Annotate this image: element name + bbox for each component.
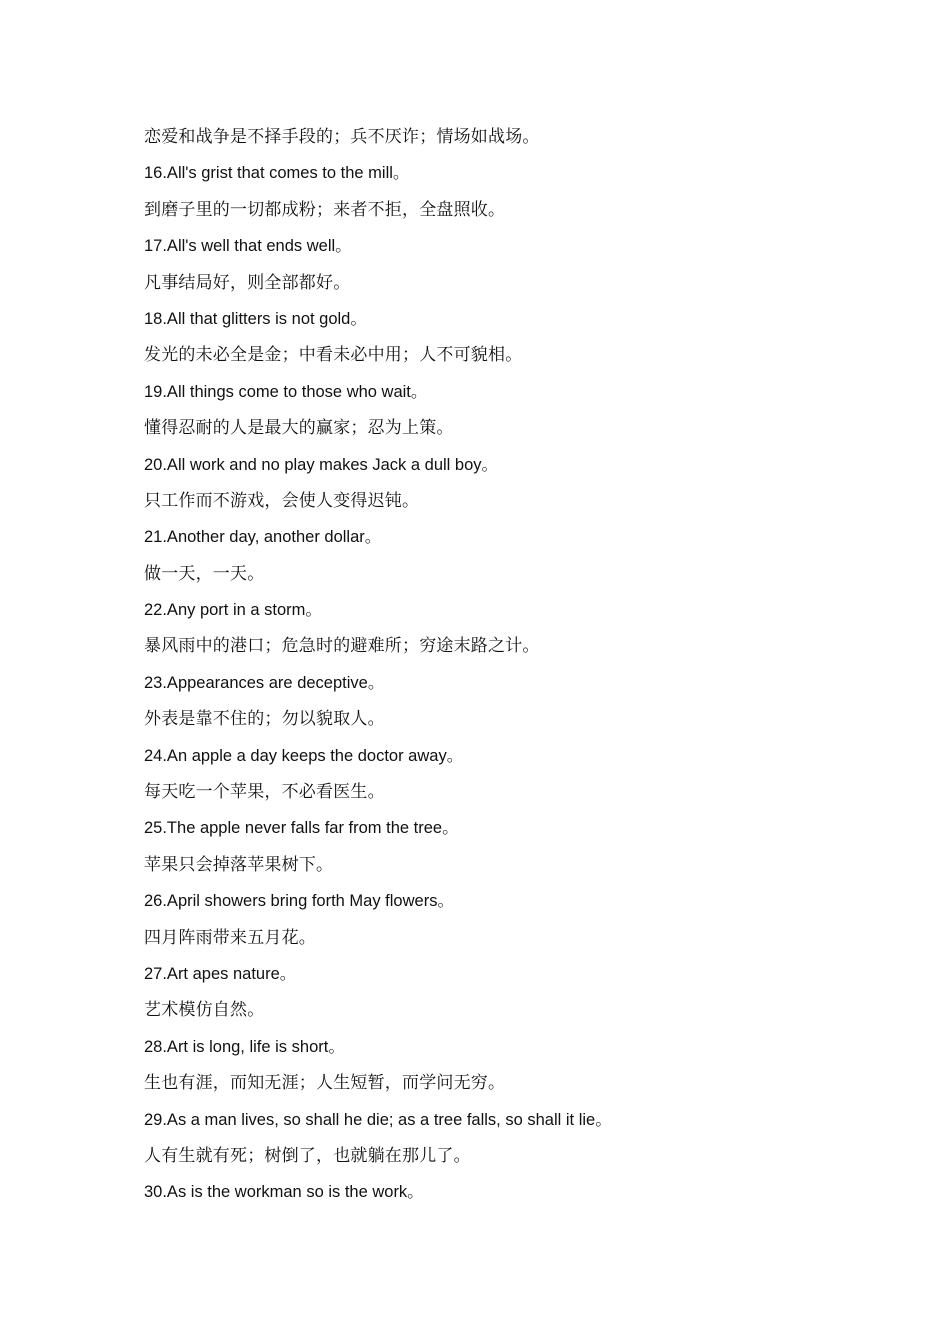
proverb-line: 20.All work and no play makes Jack a dull boy。 xyxy=(144,455,499,474)
translation-line: 每天吃一个苹果，不必看医生。 xyxy=(144,782,385,803)
proverb-line: 18.All that glitters is not gold。 xyxy=(144,309,367,328)
proverb-line: 24.An apple a day keeps the doctor away。 xyxy=(144,746,464,765)
proverb-line: 19.All things come to those who wait。 xyxy=(144,382,428,401)
proverb-line: 28.Art is long, life is short。 xyxy=(144,1037,345,1056)
proverb-line: 22.Any port in a storm。 xyxy=(144,601,322,620)
translation-line: 懂得忍耐的人是最大的赢家；忍为上策。 xyxy=(144,418,454,439)
proverb-line: 26.April showers bring forth May flowers。 xyxy=(144,892,454,911)
proverb-line: 29.As a man lives, so shall he die; as a tree falls, so shall it lie。 xyxy=(144,1110,612,1129)
translation-line: 人有生就有死；树倒了，也就躺在那儿了。 xyxy=(144,1145,471,1166)
translation-line: 苹果只会掉落苹果树下。 xyxy=(144,854,334,875)
translation-line: 到磨子里的一切都成粉；来者不拒，全盘照收。 xyxy=(144,199,506,220)
proverb-line: 30.As is the workman so is the work。 xyxy=(144,1183,424,1202)
translation-line: 做一天，一天。 xyxy=(144,563,265,584)
proverb-line: 21.Another day, another dollar。 xyxy=(144,528,382,547)
proverb-line: 17.All's well that ends well。 xyxy=(144,237,352,256)
translation-line: 四月阵雨带来五月花。 xyxy=(144,927,316,948)
translation-line: 暴风雨中的港口；危急时的避难所；穷途末路之计。 xyxy=(144,636,540,657)
translation-line: 艺术模仿自然。 xyxy=(144,1000,265,1021)
proverb-list xyxy=(144,119,844,1211)
translation-line: 生也有涯，而知无涯；人生短暂，而学问无穷。 xyxy=(144,1073,506,1094)
proverb-line: 27.Art apes nature。 xyxy=(144,964,297,983)
proverb-line: 16.All's grist that comes to the mill。 xyxy=(144,164,410,183)
translation-line: 恋爱和战争是不择手段的；兵不厌诈；情场如战场。 xyxy=(144,127,540,147)
proverb-line: 25.The apple never falls far from the tree。 xyxy=(144,819,459,838)
proverb-line: 23.Appearances are deceptive。 xyxy=(144,673,385,692)
translation-line: 发光的未必全是金；中看未必中用；人不可貌相。 xyxy=(144,345,523,366)
translation-line: 只工作而不游戏，会使人变得迟钝。 xyxy=(144,490,420,511)
translation-line: 外表是靠不住的；勿以貌取人。 xyxy=(144,709,385,730)
translation-line: 凡事结局好，则全部都好。 xyxy=(144,272,351,293)
